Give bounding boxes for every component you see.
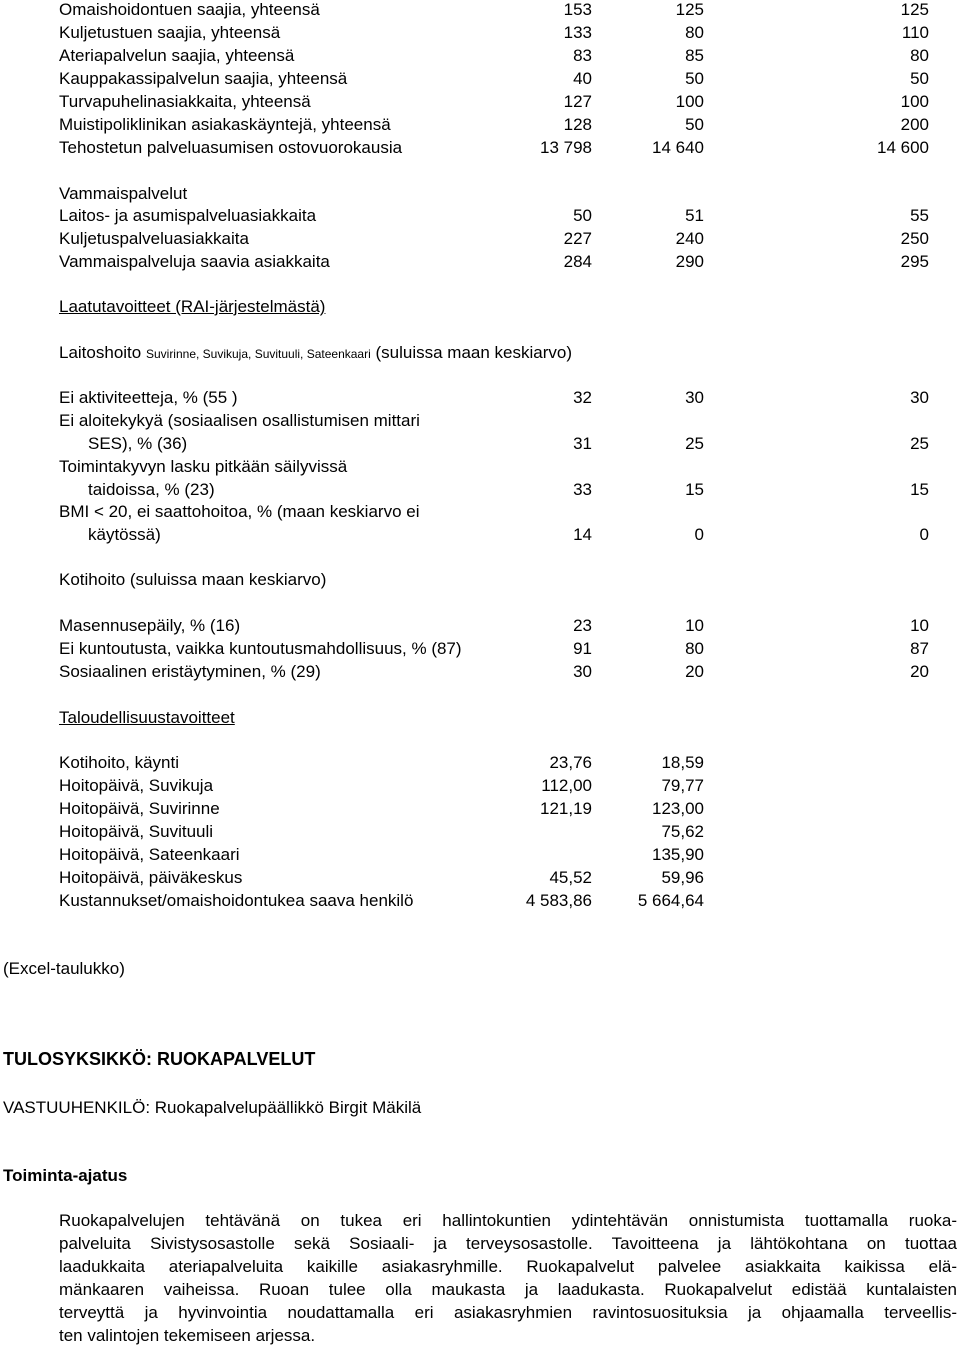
row-label: Laitos- ja asumispalveluasiakkaita (59, 206, 317, 225)
mission-line: laadukkaita ateriapalveluita kaikille asiakasryhmille. Ruokapalvelut palvelee asiakkaita kaikissa elä- (59, 1257, 957, 1276)
mission-line: palveluita Sivistysosastolle sekä Sosiaali- ja terveysosastolle. Tavoitteena ja lähtökohtana on tuottaa (59, 1234, 957, 1253)
value-col-3: 110 (901, 23, 929, 42)
value-col-2: 85 (685, 46, 704, 65)
row-label-line-2: taidoissa, % (23) (88, 480, 215, 499)
mission-heading: Toiminta-ajatus (3, 1166, 128, 1185)
value-col-1: 14 (573, 525, 592, 544)
section-heading-quality: Laatutavoitteet (RAI-järjestelmästä) (59, 297, 326, 316)
value-col-3: 20 (910, 662, 929, 681)
row-label: Kustannukset/omaishoidontukea saava henkilö (59, 891, 414, 910)
institutional-care-units: Suvirinne, Suvikuja, Suvituuli, Sateenkaari (145, 347, 371, 361)
value-col-2: 15 (685, 480, 704, 499)
mission-line: mänkaaren vaiheissa. Ruoan tulee olla maukasta ja laadukasta. Ruokapalvelut edistää kuntalaisten (59, 1280, 957, 1299)
row-label: Kuljetuspalveluasiakkaita (59, 229, 249, 248)
value-col-1: 13 798 (540, 138, 592, 157)
row-label: Hoitopäivä, Suvirinne (59, 799, 220, 818)
row-label: Ateriapalvelun saajia, yhteensä (59, 46, 295, 65)
institutional-care-prefix: Laitoshoito (59, 343, 142, 362)
row-label: Omaishoidontuen saajia, yhteensä (59, 0, 320, 19)
value-col-2: 0 (694, 525, 704, 544)
value-col-3: 25 (910, 434, 929, 453)
mission-line: terveyttä ja hyvinvointia noudattamalla eri asiakasryhmien ravintosuosituksia ja ohjaamalla terveellis- (59, 1303, 957, 1322)
row-label-line-1: BMI < 20, ei saattohoitoa, % (maan keskiarvo ei (59, 502, 420, 521)
value-col-2: 290 (675, 252, 704, 271)
value-col-1: 30 (573, 662, 592, 681)
value-col-1: 4 583,86 (525, 891, 592, 910)
value-col-2: 80 (685, 23, 704, 42)
value-col-3: 100 (900, 92, 929, 111)
value-col-2: 20 (685, 662, 704, 681)
value-col-2: 240 (675, 229, 704, 248)
value-col-2: 25 (685, 434, 704, 453)
row-label-line-2: SES), % (36) (88, 434, 188, 453)
value-col-2: 50 (685, 115, 704, 134)
value-col-1: 284 (563, 252, 592, 271)
value-col-3: 125 (900, 0, 929, 19)
value-col-3: 15 (910, 480, 929, 499)
value-col-2: 135,90 (652, 845, 704, 864)
mission-paragraph (59, 1209, 957, 1347)
value-col-1: 128 (563, 115, 592, 134)
value-col-1: 227 (563, 229, 592, 248)
row-label: Ei kuntoutusta, vaikka kuntoutusmahdollisuus, % (87) (59, 639, 462, 658)
value-col-2: 80 (685, 639, 704, 658)
value-col-3: 10 (910, 616, 929, 635)
row-label: Hoitopäivä, Suvituuli (59, 822, 214, 841)
value-col-2: 79,77 (661, 776, 704, 795)
value-col-3: 250 (900, 229, 929, 248)
value-col-2: 123,00 (652, 799, 704, 818)
value-col-2: 50 (685, 69, 704, 88)
value-col-2: 18,59 (661, 753, 704, 772)
value-col-2: 5 664,64 (637, 891, 704, 910)
value-col-3: 50 (910, 69, 929, 88)
value-col-2: 30 (685, 388, 704, 407)
value-col-1: 23 (573, 616, 592, 635)
value-col-3: 87 (910, 639, 929, 658)
value-col-1: 33 (573, 480, 592, 499)
value-col-1: 83 (573, 46, 592, 65)
mission-line: Ruokapalvelujen tehtävänä on tukea eri hallintokuntien ydintehtävän onnistumista tuottamalla ruoka- (59, 1211, 957, 1230)
row-label-line-1: Ei aloitekykyä (sosiaalisen osallistumisen mittari (59, 411, 420, 430)
value-col-1: 31 (573, 434, 592, 453)
value-col-2: 10 (685, 616, 704, 635)
value-col-1: 45,52 (549, 868, 592, 887)
value-col-1: 153 (563, 0, 592, 19)
institutional-care-suffix: (suluissa maan keskiarvo) (375, 343, 573, 362)
row-label: Vammaispalveluja saavia asiakkaita (59, 252, 330, 271)
section-heading-economy: Taloudellisuustavoitteet (59, 708, 235, 727)
unit-title: TULOSYKSIKKÖ: RUOKAPALVELUT (3, 1049, 316, 1069)
value-col-1: 40 (573, 69, 592, 88)
row-label: Muistipoliklinikan asiakaskäyntejä, yhteensä (59, 115, 391, 134)
value-col-1: 121,19 (540, 799, 592, 818)
section-heading-disability: Vammaispalvelut (59, 184, 188, 203)
value-col-3: 14 600 (877, 138, 929, 157)
row-label: Hoitopäivä, päiväkeskus (59, 868, 243, 887)
row-label: Tehostetun palveluasumisen ostovuorokausia (59, 138, 403, 157)
row-label: Hoitopäivä, Sateenkaari (59, 845, 240, 864)
value-col-3: 295 (900, 252, 929, 271)
value-col-2: 14 640 (652, 138, 704, 157)
row-label: Hoitopäivä, Suvikuja (59, 776, 214, 795)
row-label-line-2: käytössä) (88, 525, 161, 544)
row-label: Kuljetustuen saajia, yhteensä (59, 23, 281, 42)
value-col-3: 0 (919, 525, 929, 544)
value-col-1: 127 (563, 92, 592, 111)
row-label: Masennusepäily, % (16) (59, 616, 241, 635)
excel-note: (Excel-taulukko) (3, 959, 125, 978)
value-col-3: 200 (900, 115, 929, 134)
responsible-person: VASTUUHENKILÖ: Ruokapalvelupäällikkö Birgit Mäkilä (3, 1098, 422, 1117)
value-col-1: 32 (573, 388, 592, 407)
row-label: Kauppakassipalvelun saajia, yhteensä (59, 69, 348, 88)
institutional-care-heading (59, 342, 572, 365)
value-col-1: 91 (573, 639, 592, 658)
value-col-2: 75,62 (661, 822, 704, 841)
value-col-1: 133 (563, 23, 592, 42)
value-col-3: 55 (910, 206, 929, 225)
value-col-2: 51 (685, 206, 704, 225)
value-col-1: 50 (573, 206, 592, 225)
value-col-1: 23,76 (549, 753, 592, 772)
row-label: Ei aktiviteetteja, % (55 ) (59, 388, 238, 407)
value-col-2: 100 (675, 92, 704, 111)
home-care-heading: Kotihoito (suluissa maan keskiarvo) (59, 570, 327, 589)
row-label: Kotihoito, käynti (59, 753, 180, 772)
value-col-2: 59,96 (661, 868, 704, 887)
mission-line: ten valintojen tekemiseen arjessa. (59, 1326, 316, 1345)
row-label: Sosiaalinen eristäytyminen, % (29) (59, 662, 321, 681)
value-col-3: 80 (910, 46, 929, 65)
row-label: Turvapuhelinasiakkaita, yhteensä (59, 92, 311, 111)
value-col-3: 30 (910, 388, 929, 407)
row-label-line-1: Toimintakyvyn lasku pitkään säilyvissä (59, 457, 348, 476)
value-col-2: 125 (675, 0, 704, 19)
value-col-1: 112,00 (541, 776, 592, 795)
